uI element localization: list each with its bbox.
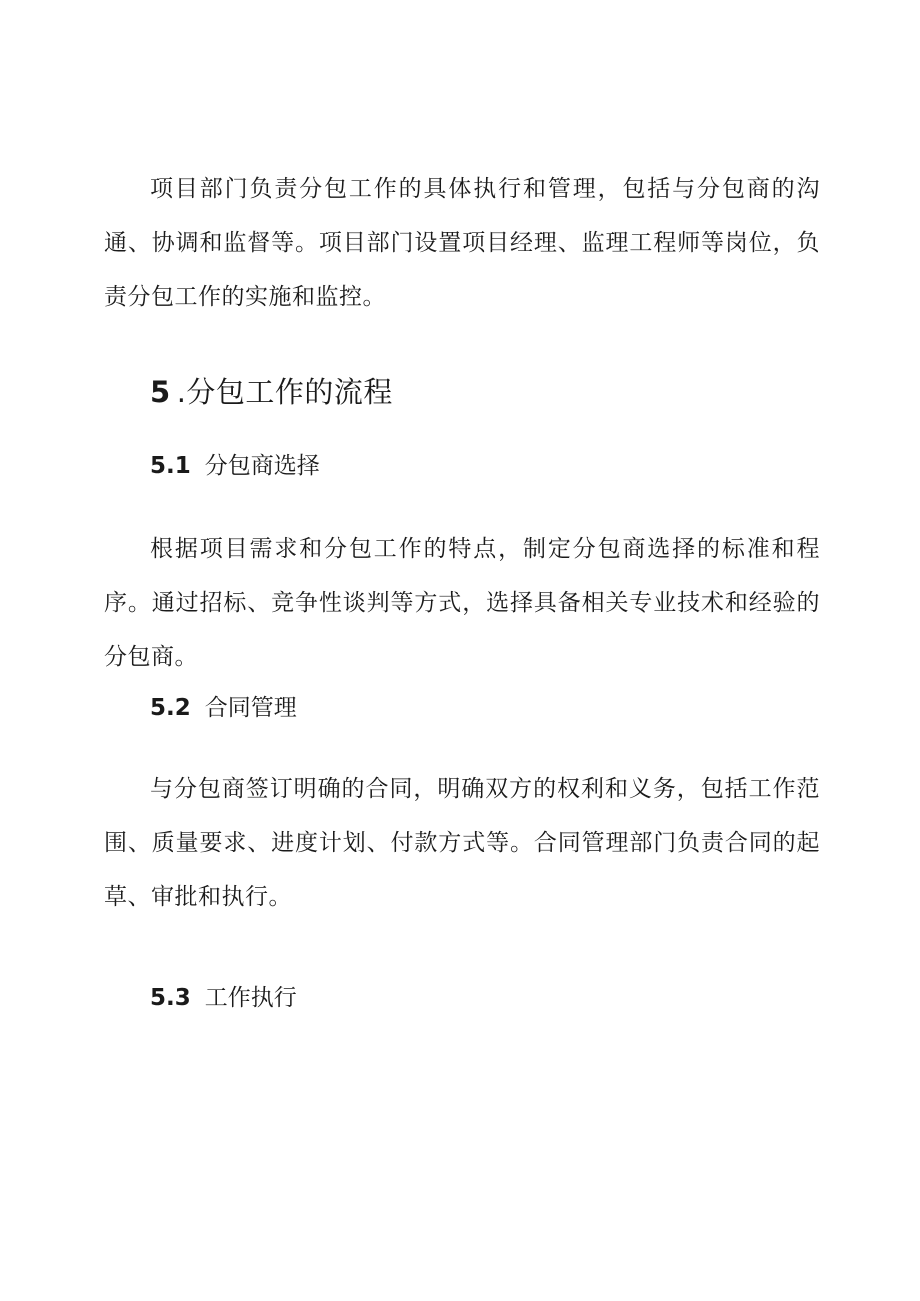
section-5-1-title: 分包商选择 [204, 453, 320, 479]
section-5-title: .分包工作的流程 [176, 375, 393, 409]
section-5-1-paragraph: 根据项目需求和分包工作的特点，制定分包商选择的标准和程序。通过招标、竞争性谈判等方式，选择具备相关专业技术和经验的分包商。 [104, 536, 820, 670]
section-5-2-paragraph: 与分包商签订明确的合同，明确双方的权利和义务，包括工作范围、质量要求、进度计划、付款方式等。合同管理部门负责合同的起草、审批和执行。 [104, 776, 820, 910]
section-5-number: 5 [150, 375, 171, 409]
section-5-3-number: 5.3 [150, 985, 191, 1011]
section-5-2-number: 5.2 [150, 695, 191, 721]
section-5-2-title: 合同管理 [204, 695, 297, 721]
intro-paragraph: 项目部门负责分包工作的具体执行和管理，包括与分包商的沟通、协调和监督等。项目部门设置项目经理、监理工程师等岗位，负责分包工作的实施和监控。 [104, 176, 820, 310]
section-5-1-heading [150, 450, 320, 482]
section-5-1-number: 5.1 [150, 453, 191, 479]
section-5-2-heading [150, 692, 297, 724]
section-5-heading [150, 372, 393, 412]
section-5-3-title: 工作执行 [204, 985, 297, 1011]
section-5-3-heading [150, 982, 297, 1014]
